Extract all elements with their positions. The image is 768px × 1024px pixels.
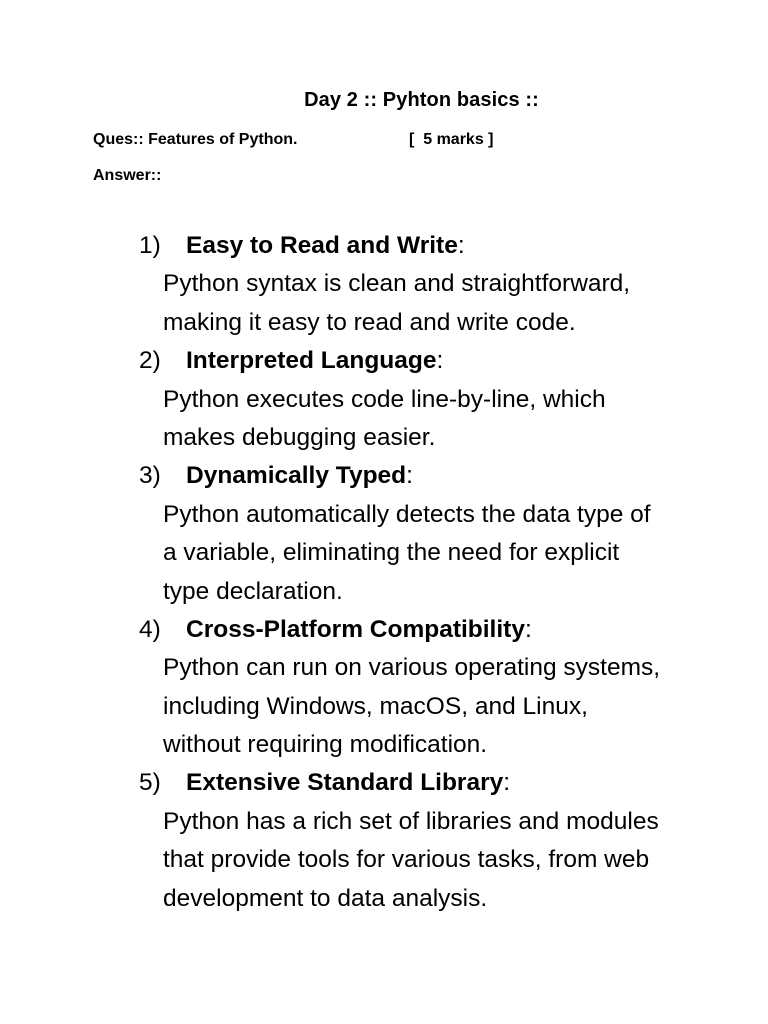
features-list	[0, 227, 768, 918]
feature-item	[0, 611, 768, 765]
feature-heading-bold: Dynamically Typed	[186, 462, 407, 490]
feature-description-line: a variable, eliminating the need for explicit	[163, 539, 620, 567]
feature-item	[0, 342, 768, 457]
feature-heading-colon: :	[406, 462, 413, 490]
feature-heading-row	[0, 342, 768, 380]
feature-heading-colon: :	[524, 615, 532, 643]
feature-number: 3)	[139, 462, 161, 490]
feature-description	[163, 381, 753, 458]
feature-number: 5)	[139, 769, 161, 797]
feature-description	[163, 649, 753, 764]
feature-description	[163, 496, 753, 611]
question-text: Ques:: Features of Python.	[93, 131, 298, 148]
document-title: Day 2 :: Pyhton basics ::	[304, 89, 539, 111]
feature-heading	[186, 764, 510, 802]
feature-heading-colon: :	[436, 347, 444, 375]
feature-heading-bold: Extensive Standard Library	[186, 769, 504, 797]
feature-description-line: Python has a rich set of libraries and modules	[163, 807, 659, 835]
feature-heading	[186, 227, 465, 265]
feature-number: 1)	[139, 232, 161, 259]
feature-description	[163, 265, 753, 342]
feature-description-line: making it easy to read and write code.	[163, 308, 576, 336]
feature-heading-row	[0, 227, 768, 265]
feature-heading	[186, 457, 413, 495]
marks-label: [ 5 marks ]	[409, 131, 494, 148]
feature-description-line: that provide tools for various tasks, from web	[163, 846, 650, 874]
feature-description-line: without requiring modification.	[163, 731, 488, 759]
feature-description-line: including Windows, macOS, and Linux,	[163, 692, 588, 720]
feature-item	[0, 227, 768, 342]
feature-heading-bold: Easy to Read and Write	[186, 232, 458, 259]
feature-heading	[186, 342, 443, 380]
feature-heading-row	[0, 764, 768, 802]
feature-number: 2)	[139, 347, 161, 375]
feature-description-line: Python automatically detects the data type of	[163, 500, 651, 528]
feature-heading-colon: :	[503, 769, 511, 797]
feature-description-line: Python syntax is clean and straightforward,	[163, 270, 631, 298]
feature-heading	[186, 611, 532, 649]
feature-description-line: development to data analysis.	[163, 884, 488, 912]
feature-heading-row	[0, 611, 768, 649]
feature-item	[0, 457, 768, 611]
feature-heading-bold: Interpreted Language	[186, 347, 437, 375]
feature-heading-row	[0, 457, 768, 495]
answer-label: Answer::	[93, 167, 162, 184]
feature-heading-colon: :	[457, 232, 465, 259]
feature-heading-bold: Cross-Platform Compatibility	[186, 615, 525, 643]
feature-item	[0, 764, 768, 918]
feature-description-line: makes debugging easier.	[163, 423, 436, 451]
feature-description-line: Python executes code line-by-line, which	[163, 385, 606, 413]
feature-description	[163, 803, 753, 918]
feature-description-line: Python can run on various operating systems,	[163, 654, 661, 682]
feature-number: 4)	[139, 615, 161, 643]
feature-description-line: type declaration.	[163, 577, 343, 605]
